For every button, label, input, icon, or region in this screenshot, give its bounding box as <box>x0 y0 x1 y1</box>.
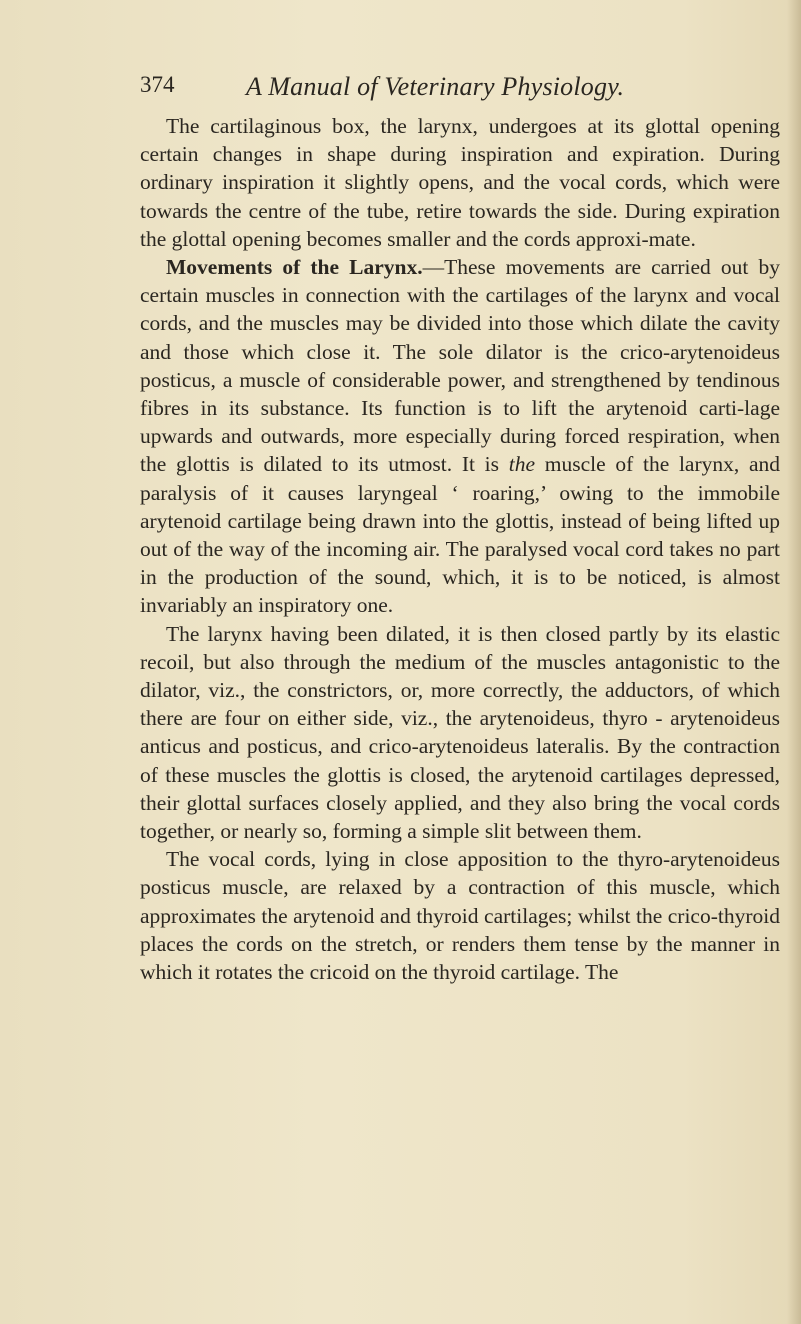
section-heading: Movements of the Larynx. <box>166 255 423 280</box>
paragraph-movements-of-larynx <box>140 253 780 620</box>
paragraph-text: The cartilaginous box, the larynx, undergoes at its glottal opening certain changes in shape during inspiration and expiration. During ordinary inspiration it slightly opens, and the vocal cords, which were towards the centre of the tube, retire towards the side. During expiration the glottal opening becomes smaller and the cords approxi-mate. <box>140 114 780 251</box>
paragraph-text-continued: muscle of the larynx, and paralysis of it causes laryngeal ‘ roaring,’ owing to the immobile arytenoid cartilage being drawn into the glottis, instead of being lifted up out of the way of the incoming air. The paralysed vocal cord takes no part in the production of the sound, which, it is to be noticed, is almost invariably an inspiratory one. <box>140 452 781 618</box>
paragraph-text: —These movements are carried out by certain muscles in connection with the cartilages of the larynx and vocal cords, and the muscles may be divided into those which dilate the cavity and those which close it. The sole dilator is the crico-arytenoideus posticus, a muscle of considerable power, and strengthened by tendinous fibres in its substance. Its function is to lift the arytenoid carti-lage upwards and outwards, more especially during forced respiration, when the glottis is dilated to its utmost. It is <box>140 255 780 477</box>
paragraph-text: The vocal cords, lying in close apposition to the thyro-arytenoideus posticus muscle, are relaxed by a contraction of this muscle, which approximates the arytenoid and thyroid cartilages; whilst the crico-thyroid places the cords on the stretch, or renders them tense by the manner in which it rotates the cricoid on the thyroid cartilage. The <box>140 847 780 985</box>
page-edge-shadow <box>787 0 801 1324</box>
paragraph-vocal-cords <box>140 845 780 986</box>
italic-emphasis: the <box>508 452 536 477</box>
paragraph-glottal-changes <box>140 112 780 253</box>
page-number: 374 <box>140 72 175 97</box>
body-text <box>140 112 780 986</box>
running-header <box>0 72 801 108</box>
paragraph-larynx-closing <box>140 620 780 846</box>
running-title: A Manual of Veterinary Physiology. <box>246 72 625 101</box>
paragraph-text: The larynx having been dilated, it is then closed partly by its elastic recoil, but also through the medium of the muscles antagonistic to the dilator, viz., the constrictors, or, more correctly, the adductors, of which there are four on either side, viz., the arytenoideus, thyro - arytenoideus anticus and posticus, and crico-arytenoideus lateralis. By the contraction of these muscles the glottis is closed, the arytenoid cartilages depressed, their glottal surfaces closely applied, and they also bring the vocal cords together, or nearly so, forming a simple slit between them. <box>140 621 780 844</box>
